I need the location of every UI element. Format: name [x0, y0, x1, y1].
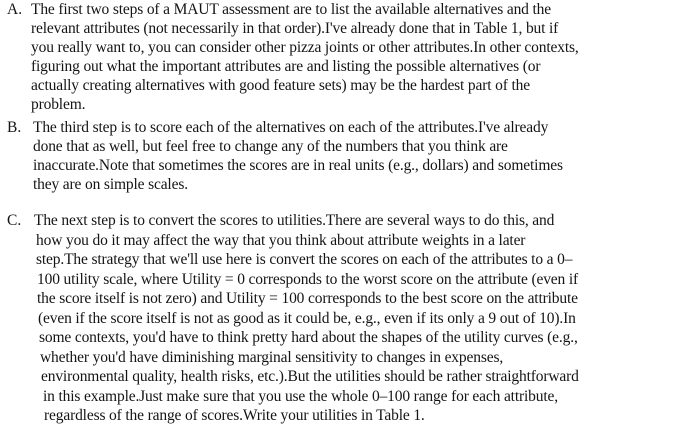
text-line: how you do it may affect the way that you think about attribute weights in a later [36, 231, 526, 249]
text-line: problem. [31, 96, 86, 113]
text-line: relevant attributes (not necessarily in that order).I've already done that in Table 1, but if [31, 20, 559, 37]
text-line: some contexts, you'd have to think pretty hard about the shapes of the utility curves (e.g., [39, 329, 578, 346]
list-marker: B. [7, 119, 22, 136]
text-line: whether you'd have diminishing marginal sensitivity to changes in expenses, [40, 348, 504, 366]
text-line: The third step is to score each of the alternatives on each of the attributes.I've already [33, 119, 549, 136]
text-line: regardless of the range of scores.Write your utilities in Table 1. [44, 407, 425, 424]
text-line: environmental quality, health risks, etc.).But the utilities should be rather straightforward [41, 368, 579, 385]
text-line: The next step is to convert the scores to utilities.There are several ways to do this, and [34, 212, 555, 229]
text-line: actually creating alternatives with good feature sets) may be the hardest part of the [31, 77, 530, 94]
text-line: inaccurate.Note that sometimes the scores are in real units (e.g., dollars) and sometimes [33, 157, 563, 174]
list-marker: A. [7, 1, 23, 18]
text-line: 100 utility scale, where Utility = 0 corresponds to the worst score on the attribute (even if [37, 270, 579, 288]
text-line: done that as well, but feel free to change any of the numbers that you think are [33, 138, 508, 155]
list-marker: C. [7, 212, 22, 229]
text-line: (even if the score itself is not as good as it could be, e.g., even if its only a 9 out of 10).In [38, 309, 576, 327]
text-line: The first two steps of a MAUT assessment are to list the available alternatives and the [31, 1, 551, 18]
text-line: in this example.Just make sure that you use the whole 0–100 range for each attribute, [43, 387, 558, 405]
text-line: step.The strategy that we'll use here is convert the scores on each of the attributes to a 0– [36, 251, 573, 268]
text-line: they are on simple scales. [33, 176, 188, 193]
text-line: figuring out what the important attributes are and listing the possible alternatives (or [31, 58, 541, 75]
text-line: the score itself is not zero) and Utility = 100 corresponds to the best score on the attribute [37, 290, 578, 307]
text-line: you really want to, you can consider other pizza joints or other attributes.In other contexts, [31, 39, 579, 56]
